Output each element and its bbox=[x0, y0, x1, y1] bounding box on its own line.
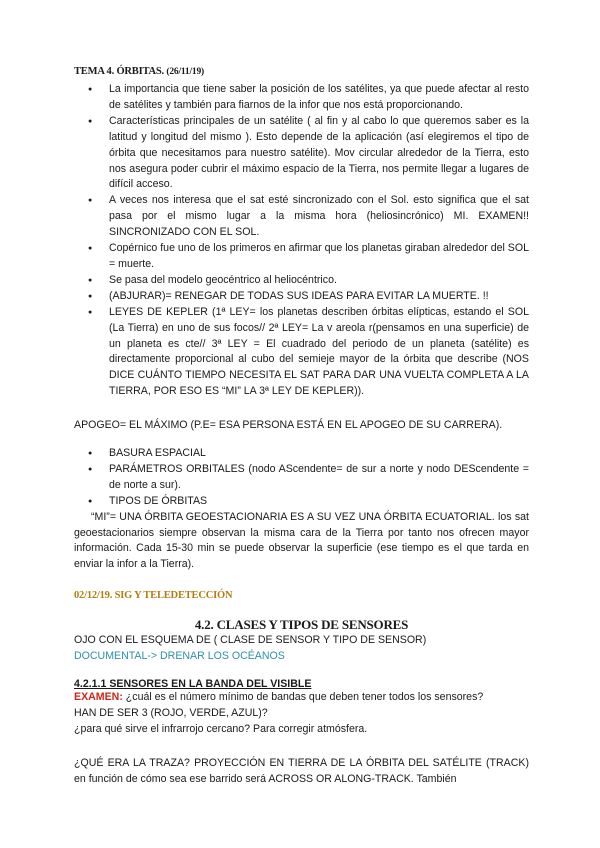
document-page bbox=[74, 66, 529, 788]
documental-line: DOCUMENTAL-> DRENAR LOS OCÉANOS bbox=[74, 650, 285, 663]
tema-title: TEMA 4. ÓRBITAS. bbox=[74, 66, 164, 77]
subsection-heading: 4.2.1.1 SENSORES EN LA BANDA DEL VISIBLE bbox=[74, 678, 312, 691]
list-item: ● BASURA ESPACIAL bbox=[74, 446, 529, 462]
examen-label: EXAMEN: bbox=[74, 691, 123, 704]
mi-paragraph: “MI”= UNA ÓRBITA GEOESTACIONARIA ES A SU VEZ UNA ÓRBITA ECUATORIAL. los sat geoestacionarios siempre observan la misma cara de la Tierra por tanto nos ofrecen mayor información. Cada 15-30 min se puede observar la superficie (ese tiempo es el que tarda en enviar la infor a la Tierra). bbox=[74, 510, 529, 571]
traza-paragraph: ¿QUÉ ERA LA TRAZA? PROYECCIÓN EN TIERRA DE LA ÓRBITA DEL SATÉLITE (TRACK) en función de cómo sea ese barrido será ACROSS OR ALONG-TRACK. También bbox=[74, 756, 529, 785]
list-item: ● La importancia que tiene saber la posición de los satélites, ya que puede afectar al resto de satélites y también para fiarnos de la infor que nos está proporcionando. bbox=[74, 82, 529, 114]
list-item: ● (ABJURAR)= RENEGAR DE TODAS SUS IDEAS PARA EVITAR LA MUERTE. !! bbox=[74, 289, 529, 305]
examen-question bbox=[74, 690, 529, 706]
list-item: ● LEYES DE KEPLER (1ª LEY= los planetas describen órbitas elípticas, estando el SOL (La Tierra) en uno de sus focos// 2ª LEY= La v areola r(pensamos en una superficie) de un planeta es cte// 3ª LEY = El cuadrado del periodo de un planeta (satélite) es directamente proporcional al cubo del semieje mayor de la órbita que describe (NOS DICE CUÁNTO TIEMPO NECESITA EL SAT PARA DAR UNA VUELTA COMPLETA A LA TIERRA, POR ESO ES “MI” LA 3ª LEY DE KEPLER)). bbox=[74, 305, 529, 400]
list-item: ● Se pasa del modelo geocéntrico al heliocéntrico. bbox=[74, 273, 529, 289]
list-item: ● PARÁMETROS ORBITALES (nodo AScendente= de sur a norte y nodo DEScendente = de norte a sur). bbox=[74, 462, 529, 494]
list-item: ● A veces nos interesa que el sat esté sincronizado con el Sol. esto significa que el sat pasa por el mismo lugar a la misma hora (heliosincrónico) MI. EXAMEN!! SINCRONIZADO CON EL SOL. bbox=[74, 193, 529, 241]
list-item: ● Copérnico fue uno de los primeros en afirmar que los planetas giraban alrededor del SOL = muerte. bbox=[74, 241, 529, 273]
section-date-heading: 02/12/19. SIG Y TELEDETECCIÓN bbox=[74, 590, 233, 602]
ojo-line: OJO CON EL ESQUEMA DE ( CLASE DE SENSOR Y TIPO DE SENSOR) bbox=[74, 634, 427, 647]
examen-question-text: ¿cuál es el número mínimo de bandas que deben tener todos los sensores? bbox=[122, 691, 484, 704]
section-title: 4.2. CLASES Y TIPOS DE SENSORES bbox=[194, 617, 409, 633]
list-item: ● Características principales de un satélite ( al fin y al cabo lo que queremos saber es la latitud y longitud del mismo ). Esto depende de la aplicación (así elegiremos el tipo de órbita que necesitamos para nuestro satélite). Mov circular alrededor de la Tierra, esto nos asegura poder cubrir el máximo espacio de la Tierra, nos permite llegar a lugares de difícil acceso. bbox=[74, 114, 529, 194]
tema-heading bbox=[74, 66, 529, 77]
list-item: ● TIPOS DE ÓRBITAS bbox=[74, 494, 529, 510]
bullet-list-2 bbox=[74, 446, 529, 510]
bullet-list-1 bbox=[74, 82, 529, 400]
examen-answer: HAN DE SER 3 (ROJO, VERDE, AZUL)? bbox=[74, 707, 268, 719]
tema-date: (26/11/19) bbox=[166, 67, 204, 77]
infrarrojo-line: ¿para qué sirve el infrarrojo cercano? Para corregir atmósfera. bbox=[74, 722, 368, 735]
apogeo-paragraph: APOGEO= EL MÁXIMO (P.E= ESA PERSONA ESTÁ EN EL APOGEO DE SU CARRERA). bbox=[74, 419, 503, 432]
